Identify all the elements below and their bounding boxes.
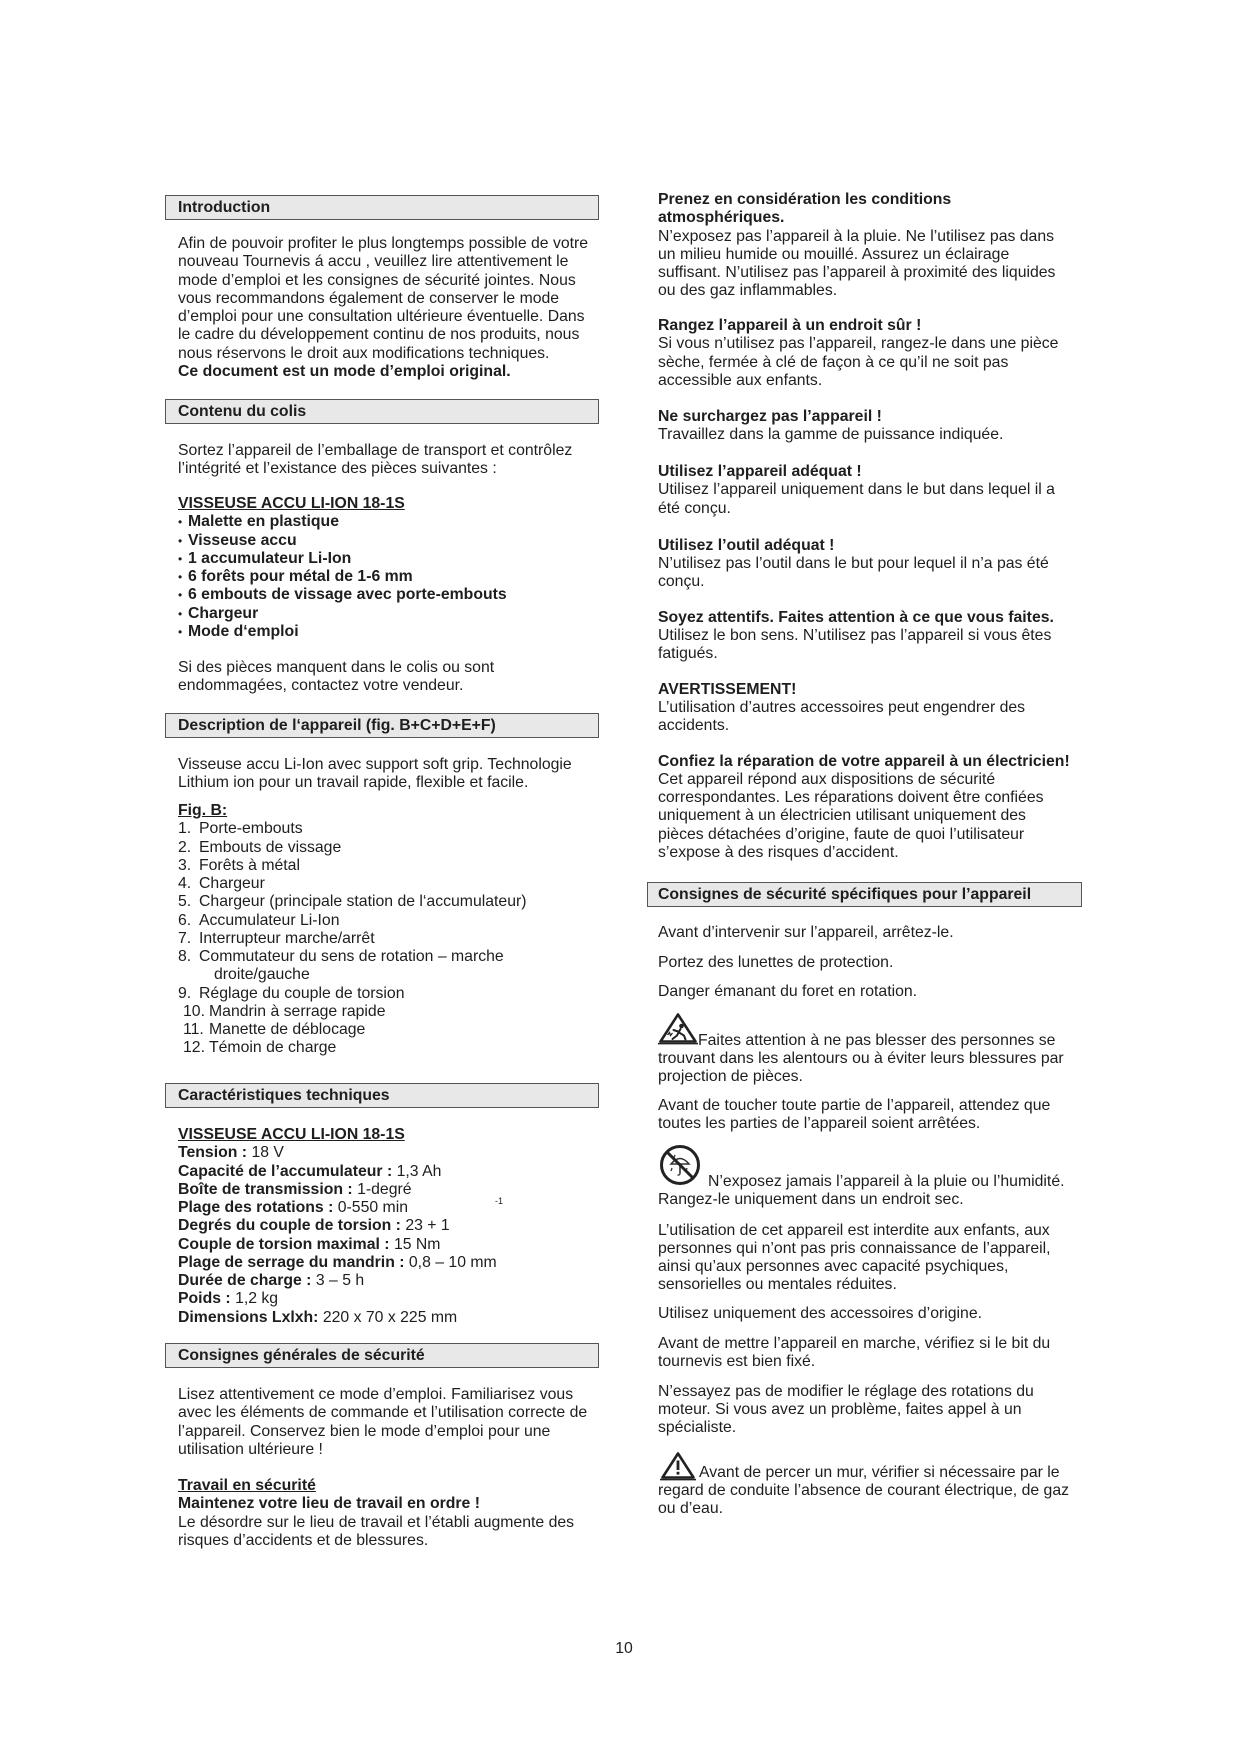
text-line: L’utilisation d’autres accessoires peut engendrer des (658, 698, 1026, 716)
part-label-continuation: droite/gauche (214, 966, 310, 984)
text-line: tournevis est bien fixé. (658, 1353, 816, 1371)
spec-row (178, 1254, 497, 1272)
text-line: regard de conduite l’absence de courant électrique, de gaz (658, 1481, 1069, 1499)
section-heading-description: Description de l‘appareil (fig. B+C+D+E+F) (165, 713, 599, 738)
spec-value: 0-550 min (337, 1199, 409, 1216)
spec-row (178, 1309, 497, 1327)
safety-rule-right-tool (658, 537, 1049, 592)
spec-row (178, 1217, 497, 1235)
spec-value: 0,8 – 10 mm (408, 1253, 497, 1271)
text-line: N’utilisez pas l’outil dans le but pour lequel il n’a pas été (658, 554, 1049, 572)
section-heading-general-safety: Consignes générales de sécurité (165, 1343, 599, 1368)
safety-rule-warning (658, 681, 1025, 736)
text-line: Utilisez l’appareil uniquement dans le but dans lequel il a (658, 481, 1055, 499)
spec-value: 220 x 70 x 225 mm (322, 1308, 458, 1326)
text-line: endommagées, contactez votre vendeur. (178, 677, 464, 695)
part-number: 2. (178, 838, 192, 856)
part-item (178, 930, 527, 948)
text-line: conçu. (658, 573, 705, 590)
part-item (178, 875, 527, 893)
spec-row (178, 1199, 497, 1217)
specific-safety-line (658, 954, 893, 972)
text-line: Sortez l’appareil de l’emballage de transport et contrôlez (178, 442, 573, 459)
spec-label: Degrés du couple de torsion : (178, 1217, 401, 1235)
spec-row (178, 1272, 497, 1290)
general-safety-text (178, 1386, 587, 1459)
rule-title: Utilisez l’outil adéquat ! (658, 536, 835, 554)
spec-value: 1,3 Ah (396, 1162, 442, 1180)
technical-specs-list (178, 1126, 497, 1327)
text-line: toutes les parties de l’appareil soient arrêtées. (658, 1115, 981, 1133)
text-line: sensorielles ou mentales réduites. (658, 1276, 897, 1294)
spec-label: Capacité de l’accumulateur : (178, 1162, 393, 1180)
safety-rule-right-device (658, 463, 1055, 518)
missing-parts-notice (178, 659, 494, 696)
text-line: N’exposez jamais l’appareil à la pluie ou l’humidité. (708, 1173, 1065, 1190)
part-number: 12. (183, 1039, 205, 1057)
original-accessories (658, 1305, 982, 1323)
work-safety-block (178, 1477, 574, 1550)
part-label: Forêts à métal (199, 856, 300, 874)
rule-title: AVERTISSEMENT! (658, 680, 797, 698)
part-item (178, 893, 527, 911)
part-label: Manette de déblocage (209, 1021, 366, 1038)
spec-label: Durée de charge : (178, 1272, 312, 1289)
part-number: 7. (178, 929, 192, 947)
text-line: projection de pièces. (658, 1068, 803, 1085)
spec-row (178, 1144, 497, 1162)
model-name: VISSEUSE ACCU LI-ION 18-1S (178, 1126, 405, 1143)
text-line: sèche, fermée à clé de façon à ce qu’il ne soit pas (658, 353, 1009, 371)
text-line: risques d’accidents et de blessures. (178, 1531, 429, 1549)
section-heading-specific-safety: Consignes de sécurité spécifiques pour l’appareil (647, 882, 1082, 907)
text-line: Visseuse accu Li-Ion avec support soft grip. Technologie (178, 756, 572, 773)
safety-rule-storage (658, 317, 1058, 390)
part-number: 8. (178, 948, 192, 965)
part-label: Chargeur (199, 875, 265, 892)
text-line: utilisation ultérieure ! (178, 1440, 323, 1458)
text-line: Lisez attentivement ce mode d’emploi. Familiarisez vous (178, 1386, 574, 1403)
text-line: uniquement à un électricien utilisant uniquement des (658, 807, 1026, 825)
safety-rule-weather (658, 191, 1055, 301)
text-line: suffisant. N’utilisez pas l’appareil à proximité des liquides (658, 264, 1056, 281)
part-label: Embouts de vissage (199, 838, 342, 856)
work-safety-title: Travail en sécurité (178, 1477, 316, 1494)
introduction-text (178, 235, 588, 381)
moisture-warning (658, 1173, 1065, 1210)
part-item (178, 820, 527, 838)
part-number: 6. (178, 911, 192, 929)
part-label: Chargeur (principale station de l‘accumulateur) (199, 893, 527, 911)
specific-safety-line (658, 924, 954, 942)
text-line: Afin de pouvoir profiter le plus longtemps possible de votre (178, 235, 589, 252)
section-heading-technical-specs: Caractéristiques techniques (165, 1083, 599, 1108)
text-line: Si des pièces manquent dans le colis ou sont (178, 659, 495, 676)
rule-title: atmosphériques. (658, 209, 785, 227)
spec-value: 3 – 5 h (315, 1272, 365, 1289)
text-line: ainsi qu’aux personnes avec capacité psychiques, (658, 1258, 1009, 1275)
text-line: accidents. (658, 717, 730, 734)
part-number: 3. (178, 856, 192, 874)
part-label: Commutateur du sens de rotation – marche (199, 948, 504, 965)
spec-value: 1,2 kg (235, 1290, 279, 1308)
text-line: s’expose à des risques d’accident. (658, 843, 899, 861)
part-item (178, 1039, 527, 1057)
text-line: correspondantes. Les réparations doivent être confiées (658, 789, 1044, 806)
rule-title: Soyez attentifs. Faites attention à ce que vous faites. (658, 608, 1054, 626)
text-line: Rangez-le uniquement dans un endroit sec. (658, 1191, 964, 1209)
part-item (178, 912, 527, 930)
package-instructions (178, 442, 572, 479)
list-item: • 6 embouts de vissage avec porte-embouts (178, 586, 507, 604)
safety-rule-overload (658, 408, 1003, 445)
spec-value: 18 V (251, 1144, 284, 1162)
text-line: spécialiste. (658, 1419, 737, 1436)
figure-label: Fig. B: (178, 802, 228, 819)
spec-label: Poids : (178, 1290, 231, 1308)
rule-title: Rangez l’appareil à un endroit sûr ! (658, 317, 922, 334)
text-line: Utilisez le bon sens. N’utilisez pas l’appareil si vous êtes (658, 626, 1052, 644)
text-line: Le désordre sur le lieu de travail et l’établi augmente des (178, 1513, 575, 1531)
part-label: Interrupteur marche/arrêt (199, 929, 375, 947)
part-number: 10. (183, 1002, 205, 1020)
spec-label: Couple de torsion maximal : (178, 1235, 390, 1253)
text-line: personnes qui n’ont pas pris connaissance de l’appareil, (658, 1239, 1051, 1257)
model-name: VISSEUSE ACCU LI-ION 18-1S (178, 495, 405, 512)
safety-rule-repair (658, 753, 1070, 863)
spec-row (178, 1290, 497, 1308)
text-line: Travaillez dans la gamme de puissance indiquée. (658, 426, 1004, 444)
rule-title: Confiez la réparation de votre appareil à un électricien! (658, 752, 1070, 770)
package-contents-list (178, 495, 507, 641)
section-heading-introduction: Introduction (165, 195, 599, 220)
part-number: 11. (183, 1021, 204, 1038)
text-line: Avant d’intervenir sur l’appareil, arrêtez-le. (658, 923, 954, 941)
part-number: 9. (178, 984, 192, 1002)
children-restriction (658, 1222, 1051, 1295)
description-text (178, 756, 572, 793)
text-line: mode d’emploi et les consignes de sécurité jointes. Nous (178, 271, 576, 289)
text-line: Avant de mettre l’appareil en marche, vérifiez si le bit du (658, 1335, 1051, 1352)
page-number: 10 (615, 1640, 633, 1657)
part-item (178, 1021, 527, 1039)
text-line: fatigués. (658, 645, 718, 662)
part-number: 4. (178, 875, 192, 892)
part-label: Réglage du couple de torsion (199, 984, 405, 1002)
figure-parts-list (178, 802, 527, 1058)
original-manual-notice: Ce document est un mode d’emploi original. (178, 362, 511, 380)
part-label: Témoin de charge (209, 1039, 337, 1057)
part-item (178, 1003, 527, 1021)
text-line: Lithium ion pour un travail rapide, flexible et facile. (178, 774, 529, 792)
part-label: Porte-embouts (199, 820, 303, 838)
text-line: Danger émanant du foret en rotation. (658, 983, 918, 1000)
text-line: Utilisez uniquement des accessoires d’origine. (658, 1305, 982, 1322)
bit-check-instructions (658, 1335, 1050, 1372)
spec-value: 1-degré (357, 1180, 412, 1198)
projection-warning (658, 1032, 1064, 1087)
text-line: le cadre du développement continu de nos produits, nous (178, 326, 580, 344)
text-line: N’essayez pas de modifier le réglage des rotations du (658, 1382, 1034, 1400)
text-line: nous réservons le droit aux modifications techniques. (178, 344, 550, 362)
spec-label: Boîte de transmission : (178, 1180, 353, 1198)
part-item (178, 857, 527, 875)
spec-label: Dimensions Lxlxh: (178, 1308, 319, 1326)
list-item: • Malette en plastique (178, 513, 507, 531)
safety-rule-attention (658, 609, 1054, 664)
text-line: nouveau Tournevis á accu , veuillez lire attentivement le (178, 253, 569, 271)
list-item: • Mode d‘emploi (178, 623, 507, 641)
spec-label: Plage des rotations : (178, 1199, 334, 1216)
list-item: • Chargeur (178, 605, 507, 623)
text-line: pièces détachées d’origine, faute de quoi l’utilisateur (658, 825, 1025, 843)
text-line: moteur. Si vous avez un problème, faites appel à un (658, 1400, 1022, 1418)
text-line: trouvant dans les alentours ou à éviter leurs blessures par (658, 1049, 1064, 1067)
work-safety-subtitle: Maintenez votre lieu de travail en ordre ! (178, 1495, 480, 1513)
specific-safety-line (658, 983, 917, 1001)
text-line: Faites attention à ne pas blesser des personnes se (698, 1031, 1056, 1049)
section-heading-package-contents: Contenu du colis (165, 399, 599, 424)
wall-drilling-warning (658, 1464, 1069, 1519)
list-item: • Visseuse accu (178, 532, 507, 550)
text-line: l’intégrité et l’existance des pièces suivantes : (178, 460, 497, 478)
rotation-unit-exponent: -1 (495, 1196, 504, 1206)
touch-instructions (658, 1097, 1050, 1134)
spec-label: Tension : (178, 1144, 248, 1162)
text-line: un milieu humide ou mouillé. Assurez un éclairage (658, 245, 1010, 263)
part-item (178, 985, 527, 1003)
spec-row (178, 1163, 497, 1181)
part-number: 5. (178, 893, 192, 911)
text-line: vous recommandons également de conserver le mode (178, 289, 560, 307)
rule-title: Ne surchargez pas l’appareil ! (658, 408, 882, 425)
part-label: Mandrin à serrage rapide (209, 1002, 386, 1020)
text-line: Avant de percer un mur, vérifier si nécessaire par le (699, 1463, 1060, 1481)
rule-title: Utilisez l’appareil adéquat ! (658, 463, 862, 480)
text-line: accessible aux enfants. (658, 371, 823, 389)
text-line: Cet appareil répond aux dispositions de sécurité (658, 770, 996, 788)
spec-row (178, 1181, 497, 1199)
list-item: • 1 accumulateur Li-Ion (178, 550, 507, 568)
text-line: Avant de toucher toute partie de l’appareil, attendez que (658, 1097, 1051, 1114)
spec-row (178, 1236, 497, 1254)
rule-title: Prenez en considération les conditions (658, 191, 952, 208)
list-item: • 6 forêts pour métal de 1-6 mm (178, 568, 507, 586)
spec-label: Plage de serrage du mandrin : (178, 1253, 405, 1271)
text-line: L’utilisation de cet appareil est interdite aux enfants, aux (658, 1221, 1050, 1239)
part-number: 1. (178, 820, 192, 838)
text-line: ou d’eau. (658, 1500, 724, 1517)
spec-value: 23 + 1 (405, 1217, 450, 1235)
text-line: avec les éléments de commande et l’utilisation correcte de (178, 1404, 588, 1422)
part-label: Accumulateur Li-Ion (199, 911, 340, 929)
text-line: l’appareil. Conservez bien le mode d’emploi pour une (178, 1422, 551, 1440)
rotation-settings-warning (658, 1383, 1034, 1438)
text-line: été conçu. (658, 499, 731, 517)
part-item (178, 839, 527, 857)
text-line: N’exposez pas l’appareil à la pluie. Ne l’utilisez pas dans (658, 227, 1055, 245)
text-line: Portez des lunettes de protection. (658, 954, 894, 971)
text-line: ou des gaz inflammables. (658, 282, 838, 300)
part-item (178, 948, 527, 966)
text-line: d’emploi pour une consultation ultérieure éventuelle. Dans (178, 308, 585, 325)
text-line: Si vous n’utilisez pas l’appareil, rangez-le dans une pièce (658, 335, 1059, 353)
spec-value: 15 Nm (393, 1235, 441, 1253)
